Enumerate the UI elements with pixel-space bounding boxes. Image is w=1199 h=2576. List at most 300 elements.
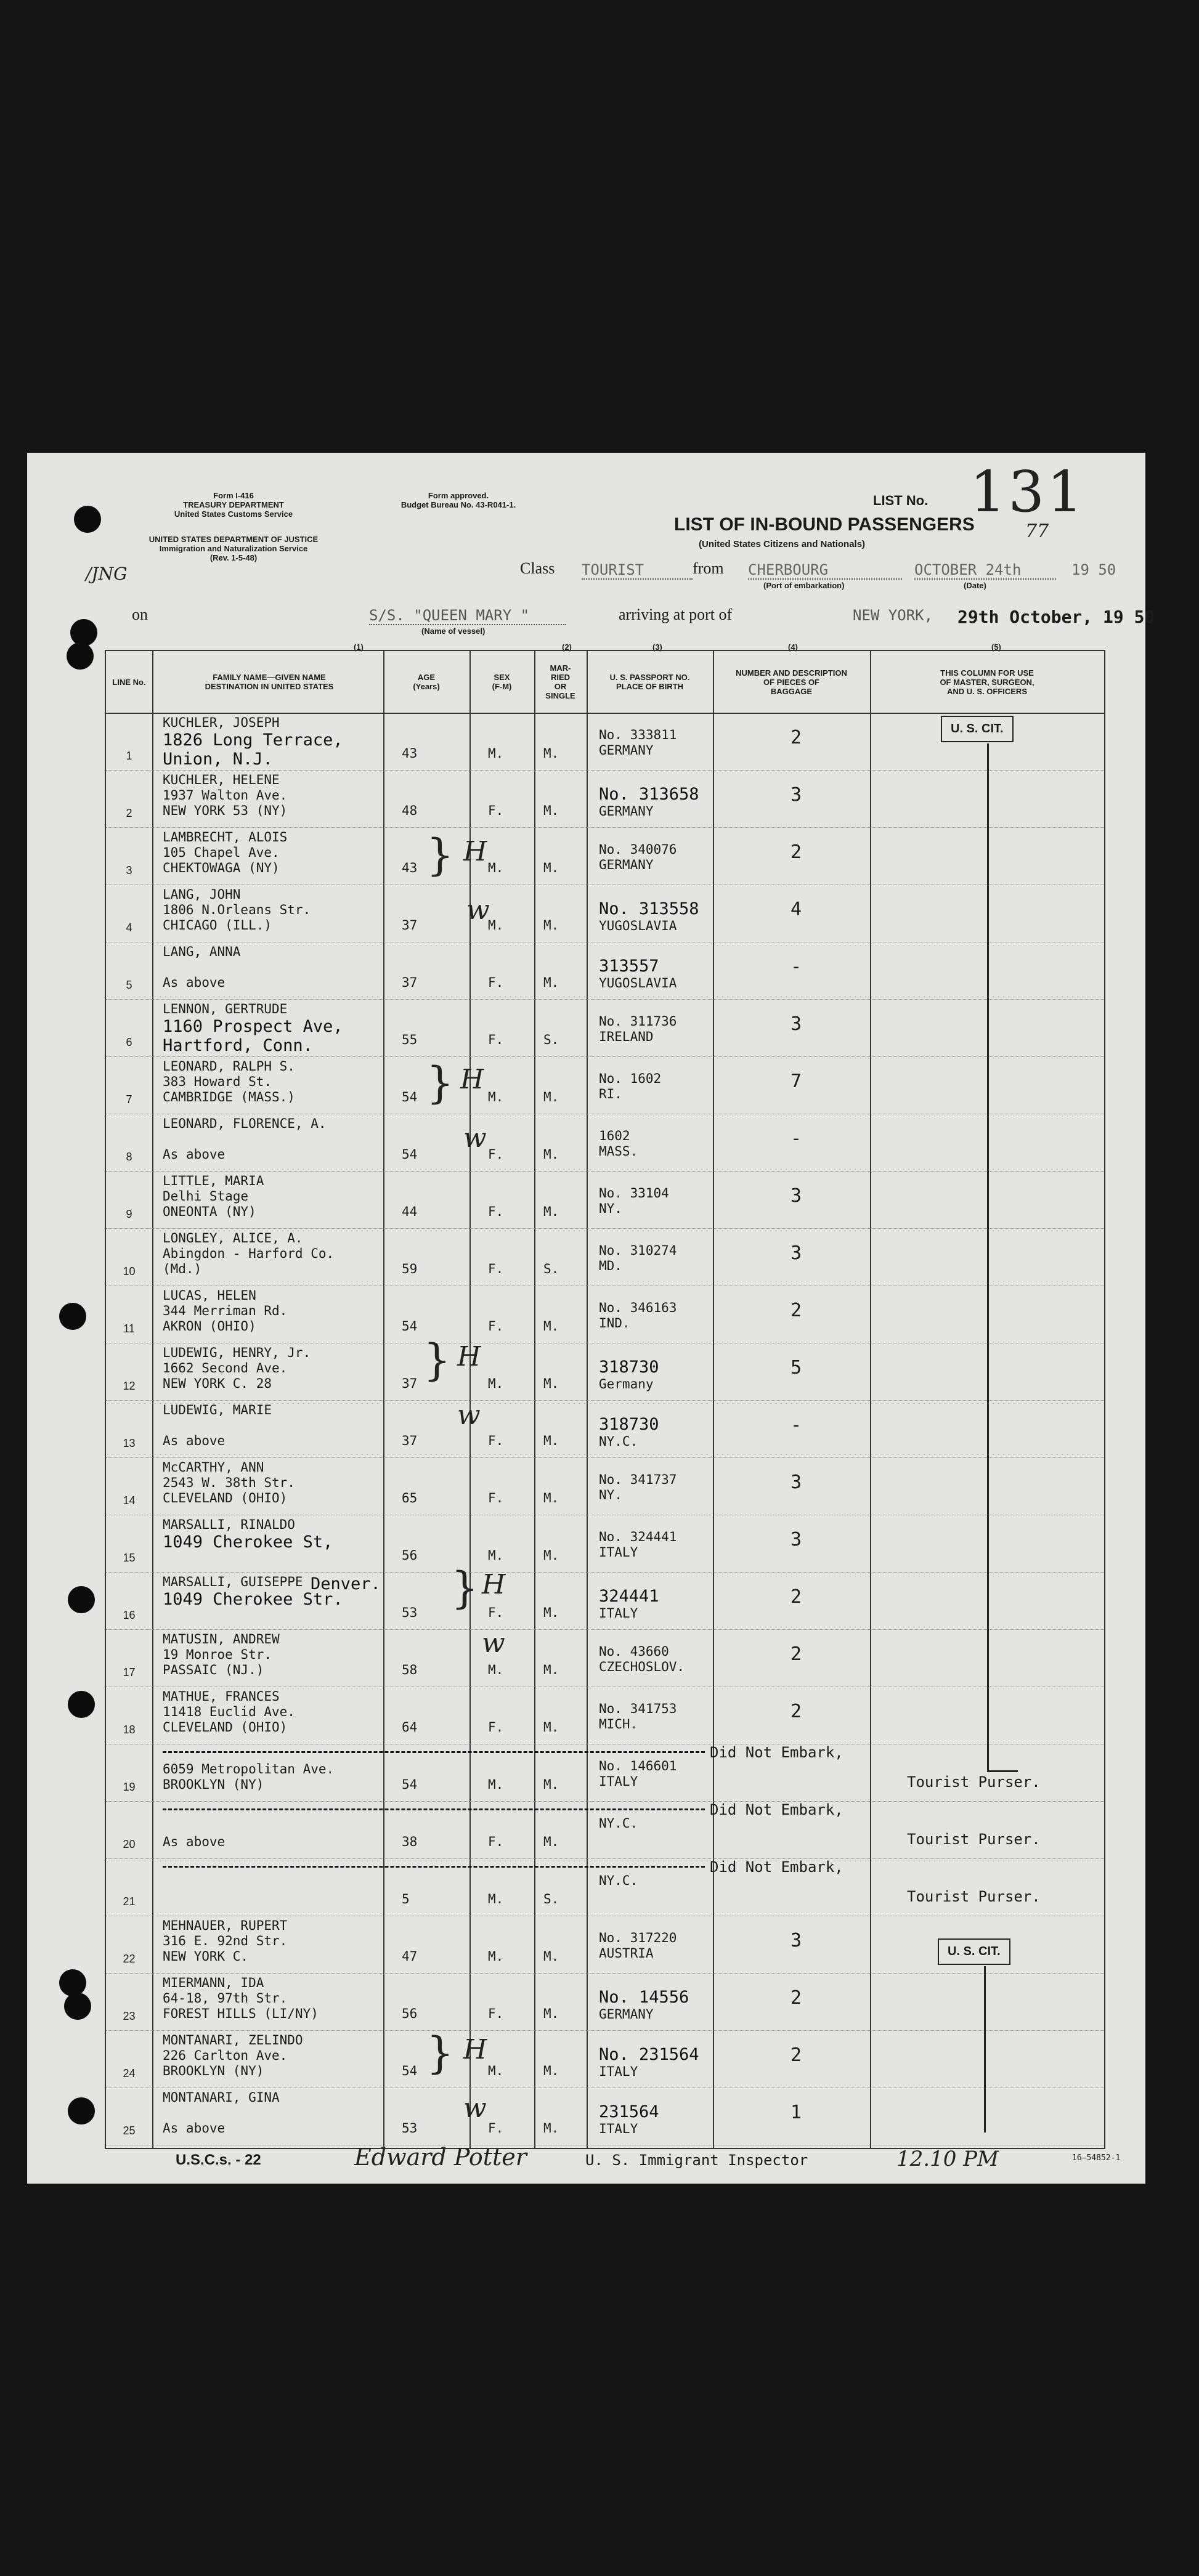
marital-status: M. xyxy=(543,1834,559,1849)
purser-note: Tourist Purser. xyxy=(907,1888,1041,1905)
passport-birthplace xyxy=(599,1816,638,1847)
age: 54 xyxy=(402,2064,418,2078)
punch-hole xyxy=(64,1993,91,2020)
passport-number: No. 313558 xyxy=(599,899,699,918)
passport-number: NY.C. xyxy=(599,1816,638,1831)
baggage-count: 3 xyxy=(790,1242,802,1264)
wife-mark: w xyxy=(457,1399,481,1431)
class-label: Class xyxy=(520,559,555,577)
column-number-2: (2) xyxy=(562,642,572,652)
passport-birthplace xyxy=(599,1930,677,1961)
age: 48 xyxy=(402,803,418,818)
destination-line: As above xyxy=(163,1834,226,1849)
baggage-count: 2 xyxy=(790,727,802,748)
destination-line: 1049 Cherokee Str. xyxy=(163,1590,343,1609)
destination-line: 1160 Prospect Ave, xyxy=(163,1017,343,1036)
destination-line: 316 E. 92nd Str. xyxy=(163,1934,288,1948)
table-row xyxy=(106,827,1104,885)
line-number: 6 xyxy=(126,1036,132,1048)
port-of-embarkation: CHERBOURG xyxy=(748,561,902,580)
name-destination xyxy=(163,1231,334,1277)
destination-line: CHICAGO (ILL.) xyxy=(163,918,272,933)
passenger-name: LEONARD, FLORENCE, A. xyxy=(163,1116,327,1131)
destination-line: BROOKLYN (NY) xyxy=(163,1777,264,1792)
form-approved: Form approved. xyxy=(428,491,489,500)
form-header-left xyxy=(156,491,311,519)
marital-status: M. xyxy=(543,1548,559,1563)
destination-line: 6059 Metropolitan Ave. xyxy=(163,1762,335,1776)
destination-line: 1806 N.Orleans Str. xyxy=(163,902,311,917)
passport-number: No. 340076 xyxy=(599,842,677,857)
passport-number: 231564 xyxy=(599,2102,659,2121)
passport-number: 324441 xyxy=(599,1587,659,1606)
name-destination xyxy=(163,772,287,819)
destination-line: PASSAIC (NJ.) xyxy=(163,1663,264,1677)
purser-note: Tourist Purser. xyxy=(907,1831,1041,1848)
passport-birthplace xyxy=(599,1759,677,1789)
marital-status: S. xyxy=(543,1032,559,1047)
destination-line: Hartford, Conn. xyxy=(163,1036,313,1055)
baggage-count: 3 xyxy=(790,784,802,806)
baggage-count: 7 xyxy=(790,1071,802,1092)
list-number-mark: 77 xyxy=(1025,520,1049,542)
passenger-name: MONTANARI, ZELINDO xyxy=(163,2033,303,2047)
age: 64 xyxy=(402,1720,418,1735)
place-of-birth: IRELAND xyxy=(599,1029,654,1044)
name-destination xyxy=(163,1173,264,1220)
table-header xyxy=(106,651,1104,714)
destination-line: 2543 W. 38th Str. xyxy=(163,1475,295,1490)
wife-mark: w xyxy=(482,1627,505,1659)
inspector-signature: Edward Potter xyxy=(354,2144,527,2171)
age: 55 xyxy=(402,1032,418,1047)
passenger-name: LUCAS, HELEN xyxy=(163,1288,256,1303)
passport-number: No. 43660 xyxy=(599,1644,669,1659)
destination-line: 1826 Long Terrace, xyxy=(163,731,343,750)
sex: F. xyxy=(488,2006,504,2021)
destination-line: As above xyxy=(163,1147,226,1162)
column-number-3: (3) xyxy=(652,642,662,652)
embarkation-year: 19 50 xyxy=(1071,561,1116,578)
sex: F. xyxy=(488,975,504,990)
table-row xyxy=(106,1457,1104,1515)
age: 54 xyxy=(402,1090,418,1104)
baggage-count: 2 xyxy=(790,1586,802,1608)
table-row xyxy=(106,770,1104,828)
line-number: 4 xyxy=(126,921,132,934)
destination-line: CLEVELAND (OHIO) xyxy=(163,1720,288,1735)
line-number: 14 xyxy=(123,1494,136,1507)
name-destination xyxy=(163,1460,295,1506)
passenger-name: LITTLE, MARIA xyxy=(163,1173,264,1188)
marital-status: M. xyxy=(543,1376,559,1391)
table-row xyxy=(106,1572,1104,1630)
age: 54 xyxy=(402,1319,418,1334)
age: 54 xyxy=(402,1147,418,1162)
destination-line: CAMBRIDGE (MASS.) xyxy=(163,1090,295,1104)
sex: F. xyxy=(488,1262,504,1276)
line-number: 1 xyxy=(126,750,132,762)
column-number-4: (4) xyxy=(788,642,798,652)
passenger-name: LANG, ANNA xyxy=(163,944,241,959)
column-number-5: (5) xyxy=(991,642,1001,652)
destination-line: 383 Howard St. xyxy=(163,1074,272,1089)
arrival-date: 29th October, 19 50 xyxy=(957,607,1155,627)
age: 37 xyxy=(402,975,418,990)
sex: F. xyxy=(488,1491,504,1505)
destination-line: Abingdon - Harford Co. xyxy=(163,1246,335,1261)
baggage-count: - xyxy=(790,1128,802,1149)
vessel-name: S/S. "QUEEN MARY " xyxy=(369,607,566,625)
us-citizen-stamp-2: U. S. CIT. xyxy=(938,1938,1010,1965)
embarkation-date: OCTOBER 24th xyxy=(914,561,1056,580)
baggage-count: 2 xyxy=(790,1643,802,1665)
name-destination xyxy=(163,1517,333,1567)
passport-birthplace xyxy=(599,1988,689,2022)
name-destination xyxy=(163,715,343,769)
immigration-service: Immigration and Naturalization Service xyxy=(159,544,308,553)
from-label: from xyxy=(693,559,724,577)
destination-line: 19 Monroe Str. xyxy=(163,1647,272,1662)
place-of-birth: GERMANY xyxy=(599,857,654,872)
bracket-line-2 xyxy=(984,1966,986,2132)
sex: M. xyxy=(488,861,504,875)
passport-birthplace xyxy=(599,1415,659,1449)
place-of-birth: GERMANY xyxy=(599,743,654,758)
justice-department: UNITED STATES DEPARTMENT OF JUSTICE xyxy=(148,535,319,544)
destination-line: NEW YORK C. 28 xyxy=(163,1376,272,1391)
sex: M. xyxy=(488,918,504,933)
justice-dept-block xyxy=(126,535,341,562)
sex: F. xyxy=(488,1147,504,1162)
line-number: 21 xyxy=(123,1895,136,1908)
place-of-birth: NY.C. xyxy=(599,1434,638,1449)
line-number: 23 xyxy=(123,2010,136,2022)
baggage-count: 2 xyxy=(790,1987,802,2009)
passport-number: No. 310274 xyxy=(599,1243,677,1258)
sex: M. xyxy=(488,1777,504,1792)
purser-note: Tourist Purser. xyxy=(907,1773,1041,1791)
name-destination xyxy=(163,1975,319,2022)
passport-number: No. 231564 xyxy=(599,2045,699,2064)
destination-line xyxy=(163,960,240,975)
husband-wife-brace: } xyxy=(423,1335,451,1385)
passport-number: No. 317220 xyxy=(599,1930,677,1945)
marital-status: M. xyxy=(543,2064,559,2078)
passport-number: 1602 xyxy=(599,1128,630,1143)
passport-number: No. 333811 xyxy=(599,727,677,742)
column-number-1: (1) xyxy=(354,642,364,652)
place-of-birth: MASS. xyxy=(599,1144,638,1159)
destination-line: Union, N.J. xyxy=(163,750,273,769)
passport-number: No. 324441 xyxy=(599,1529,677,1544)
name-destination xyxy=(163,1288,287,1334)
age: 47 xyxy=(402,1949,418,1964)
line-number: 8 xyxy=(126,1151,132,1163)
form-approval xyxy=(372,491,545,509)
husband-mark: H xyxy=(482,1569,506,1600)
name-destination xyxy=(163,1059,295,1105)
table-row xyxy=(106,1171,1104,1229)
passport-number: 318730 xyxy=(599,1358,659,1377)
baggage-count: 2 xyxy=(790,2044,802,2066)
header-name-destination: FAMILY NAME—GIVEN NAME DESTINATION IN UNITED STATES xyxy=(205,673,334,691)
passenger-name: KUCHLER, HELENE xyxy=(163,772,280,787)
sex: F. xyxy=(488,2121,504,2136)
destination-line: 1049 Cherokee St, xyxy=(163,1533,333,1552)
name-destination xyxy=(163,1918,287,1964)
wife-mark: w xyxy=(466,894,490,926)
passport-birthplace xyxy=(599,1472,677,1503)
destination-line xyxy=(163,1132,327,1147)
passport-birthplace xyxy=(599,2045,699,2080)
header-line-no: LINE No. xyxy=(112,677,146,687)
sex: M. xyxy=(488,1892,504,1906)
marital-status: M. xyxy=(543,975,559,990)
us-citizen-stamp: U. S. CIT. xyxy=(941,716,1014,742)
class-value: TOURIST xyxy=(582,561,693,580)
passport-birthplace xyxy=(599,785,699,819)
marital-status: M. xyxy=(543,1433,559,1448)
sex: F. xyxy=(488,1834,504,1849)
place-of-birth: ITALY xyxy=(599,1774,638,1789)
husband-wife-brace: } xyxy=(451,1563,479,1613)
line-number: 12 xyxy=(123,1380,136,1392)
place-of-birth: GERMANY xyxy=(599,804,654,819)
passenger-name: McCARTHY, ANN xyxy=(163,1460,264,1475)
marital-status: M. xyxy=(543,746,559,761)
age: 53 xyxy=(402,2121,418,2136)
did-not-embark-note: Did Not Embark, xyxy=(710,1801,843,1818)
header-officers: THIS COLUMN FOR USE OF MASTER, SURGEON, AND U. S. OFFICERS xyxy=(940,668,1034,696)
wife-mark: w xyxy=(463,2092,487,2124)
marital-status: M. xyxy=(543,1720,559,1735)
sex: M. xyxy=(488,1548,504,1563)
destination-line: As above xyxy=(163,975,226,990)
port-caption: (Port of embarkation) xyxy=(763,581,845,590)
passport-birthplace xyxy=(599,957,677,991)
table-row xyxy=(106,1228,1104,1286)
marital-status: M. xyxy=(543,861,559,875)
line-number: 17 xyxy=(123,1666,136,1679)
passport-number: No. 146601 xyxy=(599,1759,677,1773)
husband-mark: H xyxy=(463,2034,487,2065)
destination-line: 1937 Walton Ave. xyxy=(163,788,288,803)
place-of-birth: MICH. xyxy=(599,1717,638,1732)
marital-status: M. xyxy=(543,1319,559,1334)
table-row xyxy=(106,1801,1104,1859)
name-destination xyxy=(163,2090,280,2136)
punch-hole xyxy=(68,1691,95,1718)
table-row xyxy=(106,1515,1104,1573)
inspection-time: 12.10 PM xyxy=(896,2147,999,2171)
line-number: 3 xyxy=(126,864,132,877)
passport-birthplace xyxy=(599,2102,659,2137)
table-row xyxy=(106,1056,1104,1114)
age: 37 xyxy=(402,1433,418,1448)
passport-birthplace xyxy=(599,1701,677,1732)
baggage-count: 1 xyxy=(790,2102,802,2123)
destination-line: 1662 Second Ave. xyxy=(163,1361,288,1375)
place-of-birth: NY. xyxy=(599,1488,622,1502)
destination-line: AKRON (OHIO) xyxy=(163,1319,256,1334)
line-number: 13 xyxy=(123,1437,136,1449)
age: 59 xyxy=(402,1262,418,1276)
sex: M. xyxy=(488,746,504,761)
passenger-name: MARSALLI, RINALDO xyxy=(163,1517,295,1532)
baggage-count: - xyxy=(790,956,802,978)
table-row xyxy=(106,2088,1104,2145)
sex: F. xyxy=(488,1605,504,1620)
destination-line: (Md.) xyxy=(163,1262,202,1276)
destination-line: BROOKLYN (NY) xyxy=(163,2064,264,2078)
age: 65 xyxy=(402,1491,418,1505)
passport-number: No. 33104 xyxy=(599,1186,669,1201)
line-number: 25 xyxy=(123,2124,136,2137)
age: 54 xyxy=(402,1777,418,1792)
sex: F. xyxy=(488,1433,504,1448)
destination-line: NEW YORK 53 (NY) xyxy=(163,803,288,818)
name-destination xyxy=(163,1632,280,1678)
passport-birthplace xyxy=(599,1014,677,1045)
passenger-name xyxy=(163,1804,225,1819)
marital-status: M. xyxy=(543,2006,559,2021)
passport-birthplace xyxy=(599,1873,638,1904)
age: 56 xyxy=(402,2006,418,2021)
passenger-name: MATUSIN, ANDREW xyxy=(163,1632,280,1646)
marital-status: S. xyxy=(543,1262,559,1276)
passport-number: No. 14556 xyxy=(599,1988,689,2007)
name-destination xyxy=(163,887,311,933)
age: 37 xyxy=(402,918,418,933)
name-destination xyxy=(163,944,240,990)
age: 38 xyxy=(402,1834,418,1849)
sex: M. xyxy=(488,1376,504,1391)
punch-hole xyxy=(70,619,97,646)
husband-mark: H xyxy=(463,836,487,867)
table-row xyxy=(106,1343,1104,1401)
table-row xyxy=(106,1687,1104,1744)
marital-status: M. xyxy=(543,803,559,818)
destination-line xyxy=(163,2105,280,2121)
header-baggage: NUMBER AND DESCRIPTION OF PIECES OF BAGGAGE xyxy=(736,668,847,696)
line-number: 15 xyxy=(123,1552,136,1564)
destination-line: FOREST HILLS (LI/NY) xyxy=(163,2006,319,2021)
passenger-name: LENNON, GERTRUDE xyxy=(163,1002,288,1016)
marital-status: M. xyxy=(543,1605,559,1620)
age: 53 xyxy=(402,1605,418,1620)
place-of-birth: ITALY xyxy=(599,1606,638,1621)
form-number-footer: U.S.C.s. - 22 xyxy=(176,2152,261,2168)
header-sex: SEX (F-M) xyxy=(492,673,512,691)
name-destination xyxy=(163,1002,343,1055)
passenger-name: LANG, JOHN xyxy=(163,887,241,902)
place-of-birth: YUGOSLAVIA xyxy=(599,976,677,990)
passport-birthplace xyxy=(599,1300,677,1331)
passenger-name: LUDEWIG, HENRY, Jr. xyxy=(163,1345,311,1360)
destination-line: Denver. xyxy=(311,1574,381,1594)
place-of-birth: ITALY xyxy=(599,2064,638,2079)
table-row xyxy=(106,942,1104,1000)
line-number: 16 xyxy=(123,1609,136,1621)
passenger-name: MONTANARI, GINA xyxy=(163,2090,280,2105)
strike-through xyxy=(163,1751,705,1753)
passport-birthplace xyxy=(599,899,699,934)
age: 5 xyxy=(402,1892,410,1906)
destination-line: As above xyxy=(163,1433,226,1448)
place-of-birth: NY. xyxy=(599,1201,622,1216)
name-destination xyxy=(163,1345,311,1391)
table-row xyxy=(106,1400,1104,1458)
line-number: 20 xyxy=(123,1838,136,1850)
marital-status: M. xyxy=(543,1204,559,1219)
table-row xyxy=(106,1629,1104,1687)
wife-mark: w xyxy=(463,1122,487,1154)
passport-number: NY.C. xyxy=(599,1873,638,1888)
name-destination xyxy=(163,1746,334,1792)
header-passport: U. S. PASSPORT NO. PLACE OF BIRTH xyxy=(609,673,690,691)
place-of-birth: CZECHOSLOV. xyxy=(599,1659,685,1674)
passenger-table xyxy=(105,650,1105,2149)
form-number: Form I-416 xyxy=(213,491,254,500)
passport-number: No. 341753 xyxy=(599,1701,677,1716)
destination-line: ONEONTA (NY) xyxy=(163,1204,256,1219)
passport-number: No. 346163 xyxy=(599,1300,677,1315)
passport-number: No. 1602 xyxy=(599,1071,662,1086)
sex: F. xyxy=(488,1032,504,1047)
customs-service: United States Customs Service xyxy=(174,509,293,519)
line-number: 24 xyxy=(123,2067,136,2080)
name-destination xyxy=(163,2033,303,2079)
place-of-birth: ITALY xyxy=(599,1545,638,1560)
passport-number: 318730 xyxy=(599,1415,659,1434)
table-row xyxy=(106,1858,1104,1916)
passenger-name: LONGLEY, ALICE, A. xyxy=(163,1231,303,1245)
age: 43 xyxy=(402,746,418,761)
line-number: 10 xyxy=(123,1265,136,1278)
age: 43 xyxy=(402,861,418,875)
passenger-name: MEHNAUER, RUPERT xyxy=(163,1918,288,1933)
clerk-initials: /JNG xyxy=(86,564,128,584)
baggage-count: 2 xyxy=(790,1701,802,1722)
sex: F. xyxy=(488,1720,504,1735)
header-age: AGE (Years) xyxy=(413,673,440,691)
destination-line: CHEKTOWAGA (NY) xyxy=(163,861,280,875)
passport-birthplace xyxy=(599,1071,661,1102)
strike-through xyxy=(163,1866,705,1868)
punch-hole xyxy=(68,2097,95,2124)
passport-number: No. 313658 xyxy=(599,785,699,804)
sex: M. xyxy=(488,1663,504,1677)
place-of-birth xyxy=(599,1889,638,1904)
name-destination xyxy=(163,1403,272,1449)
table-row xyxy=(106,1744,1104,1802)
passport-birthplace xyxy=(599,1587,659,1621)
name-destination xyxy=(163,1116,327,1162)
table-row xyxy=(106,1286,1104,1343)
place-of-birth: AUSTRIA xyxy=(599,1946,654,1961)
destination-line xyxy=(163,1819,225,1834)
passport-birthplace xyxy=(599,1243,677,1274)
baggage-count: 3 xyxy=(790,1930,802,1951)
age: 44 xyxy=(402,1204,418,1219)
name-destination xyxy=(163,1574,381,1609)
table-row xyxy=(106,1973,1104,2031)
marital-status: M. xyxy=(543,1147,559,1162)
place-of-birth: YUGOSLAVIA xyxy=(599,918,677,933)
baggage-count: 4 xyxy=(790,899,802,920)
passenger-name: LEONARD, RALPH S. xyxy=(163,1059,295,1074)
